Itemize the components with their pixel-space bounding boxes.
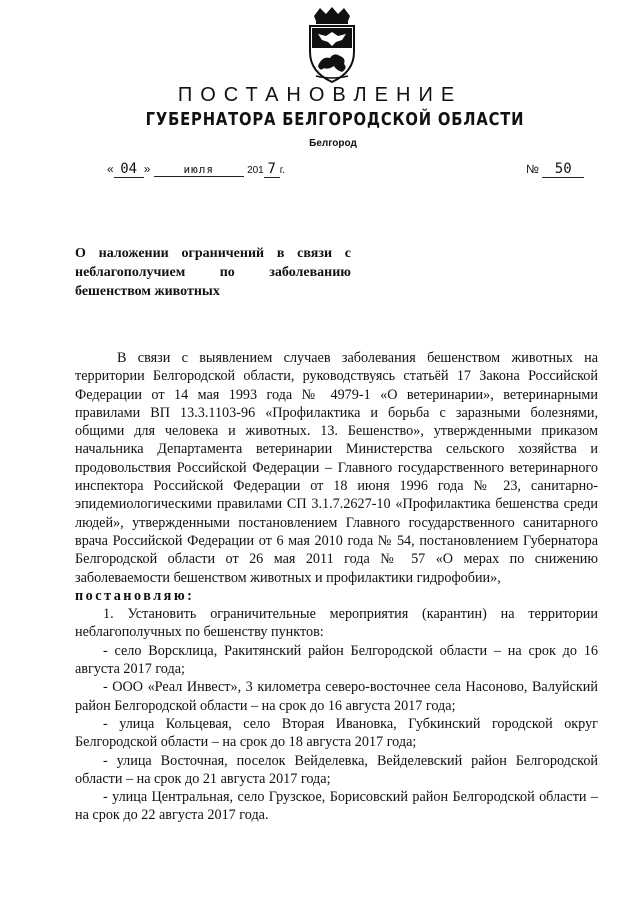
- number-label: №: [526, 162, 539, 176]
- heading-line-1: О наложении ограничений в связи с: [75, 246, 351, 261]
- date-day: 04: [114, 161, 144, 178]
- list-item: - улица Кольцевая, село Вторая Ивановка, Губкинский городской округ Белгородской области – на срок до 18 августа 2017 года;: [75, 715, 598, 751]
- document-title: ПОСТАНОВЛЕНИЕ: [177, 84, 463, 106]
- document-number: [526, 161, 584, 178]
- list-item: - село Ворсклица, Ракитянский район Белгородской области – на срок до 16 августа 2017 года;: [75, 642, 598, 678]
- issuer-title: ГУБЕРНАТОРА БЕЛГОРОДСКОЙ ОБЛАСТИ: [145, 109, 525, 130]
- document-heading: [75, 244, 351, 301]
- date-open-quote: «: [107, 162, 114, 176]
- city-name: Белгород: [309, 138, 357, 149]
- list-item: - ООО «Реал Инвест», 3 километра северо-восточнее села Насоново, Валуйский район Белгородской области – на срок до 16 августа 2017 года;: [75, 679, 598, 714]
- heading-line-2: неблагополучием по заболеванию: [75, 265, 351, 280]
- preamble-paragraph: В связи с выявлением случаев заболевания бешенством животных на территории Белгородской области, руководствуясь статьёй 17 Закона Российской Федерации от 14 мая 1993 года № 4979-1 «О ветеринарии», ветеринарными правилами ВП 13.3.1103-96 «Профилактика и борьба с заразными болезнями, общими для человека и животных. 13. Бешенство», утвержденными приказом начальника Департамента ветеринарии Министерства сельского хозяйства и продовольствия Российской Федерации – Главного государственного ветеринарного инспектора Российской Федерации от 18 июня 1996 года № 23, санитарно-эпидемиологическими правилами СП 3.1.7.2627-10 «Профилактика бешенства среди людей», утвержденными постановлением Главного государственного санитарного врача Российской Федерации от 6 мая 2010 года № 54, постановлением Губернатора Белгородской области от 26 мая 2011 года № 57 «О мерах по снижению заболеваемости бешенством животных и профилактики гидрофобии»,: [75, 350, 598, 586]
- date-year-prefix: 201: [247, 165, 264, 176]
- heading-line-3: бешенством животных: [75, 284, 220, 299]
- document-date: [107, 161, 285, 178]
- coat-of-arms-icon: [300, 6, 364, 84]
- number-value: 50: [542, 161, 584, 178]
- point-1-paragraph: 1. Установить ограничительные мероприятия (карантин) на территории неблагополучных по бешенству пунктов:: [75, 606, 598, 641]
- date-year-label: г.: [279, 165, 285, 176]
- resolve-word: постановляю:: [75, 587, 195, 604]
- document-body: [75, 349, 598, 825]
- date-month: июля: [154, 163, 244, 177]
- list-item: - улица Центральная, село Грузское, Борисовский район Белгородской области – на срок до 22 августа 2017 года.: [75, 789, 598, 824]
- resolve-paragraph: [75, 587, 598, 605]
- date-year-suffix: 7: [264, 161, 280, 178]
- date-close-quote: »: [143, 162, 151, 176]
- list-item: - улица Восточная, поселок Вейделевка, Вейделевский район Белгородской области – на срок до 21 августа 2017 года;: [75, 752, 598, 787]
